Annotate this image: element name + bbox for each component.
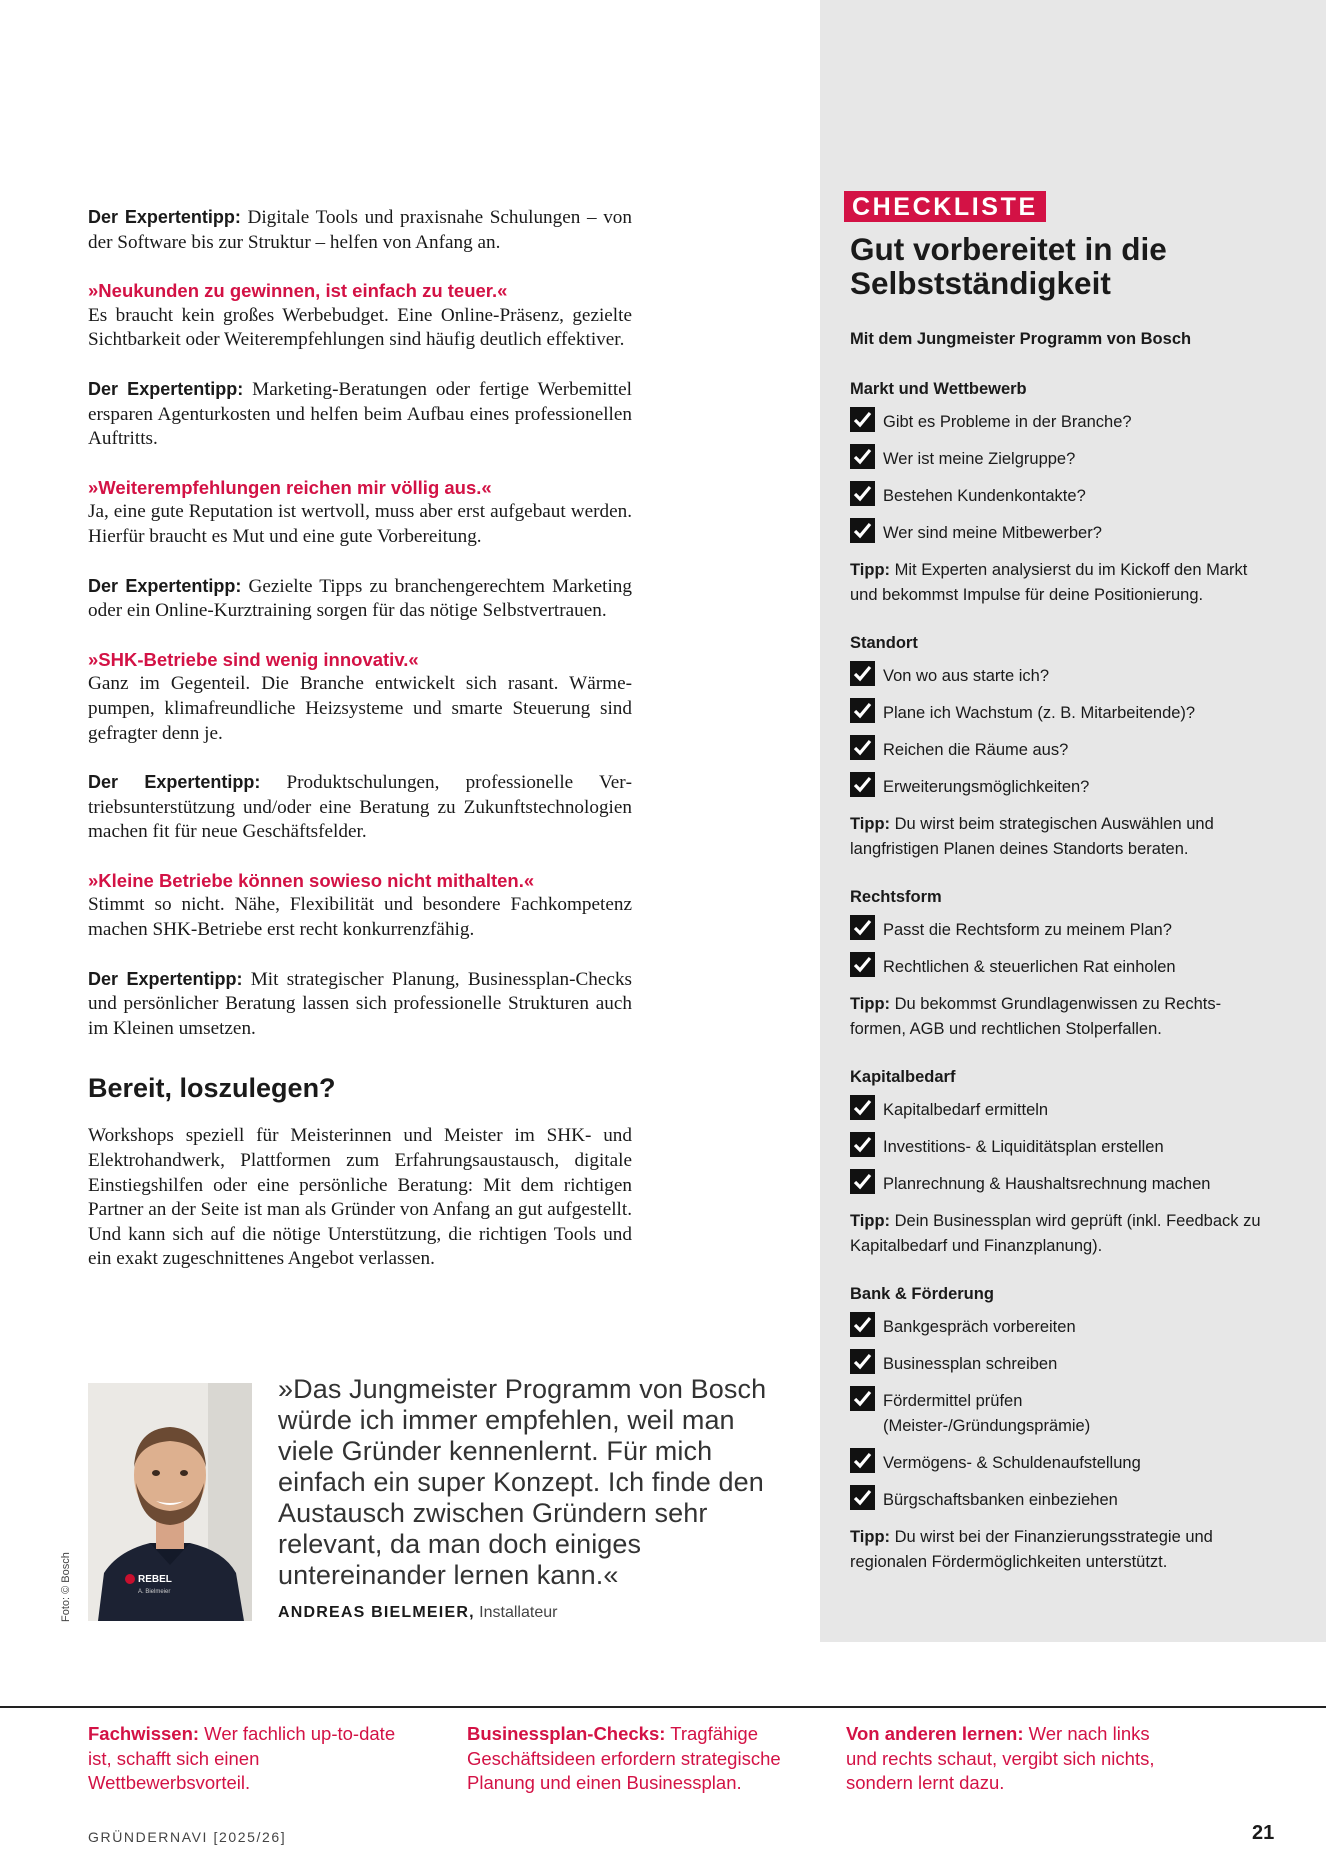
myth-paragraph xyxy=(88,279,632,353)
tip-label: Tipp: xyxy=(850,1212,891,1230)
footer-text: Tragfähige Geschäftsideen erfordern strategische Planung und einen Businessplan. xyxy=(467,1723,781,1793)
myth-text: Stimmt so nicht. Nähe, Flexibilität und besondere Fachkompetenz machen SHK-Betriebe erst recht konkurrenzfähig. xyxy=(88,894,632,941)
expert-tip-text: Mit strategischer Planung, Businessplan-Checks und persönlicher Beratung lassen sich professionelle Strukturen auch im Kleinen umsetzen. xyxy=(88,968,632,1039)
quote-author xyxy=(278,1604,557,1622)
checklist-item[interactable] xyxy=(850,484,1270,509)
section-title-kapitalbedarf: Kapitalbedarf xyxy=(850,1068,956,1086)
checkbox-checked-icon xyxy=(850,1312,875,1337)
checklist-item-label: Erweiterungsmöglichkeiten? xyxy=(883,778,1090,796)
expert-tip-paragraph xyxy=(88,574,632,624)
checklist-item[interactable] xyxy=(850,1172,1270,1197)
checklist-tip xyxy=(850,1525,1270,1575)
author-role: Installateur xyxy=(474,1604,558,1621)
checklist-item[interactable] xyxy=(850,738,1270,763)
myth-paragraph xyxy=(88,869,632,943)
checkbox-checked-icon xyxy=(850,698,875,723)
checklist-item-label: Planrechnung & Haushaltsrechnung machen xyxy=(883,1175,1211,1193)
portrait-photo xyxy=(88,1383,252,1621)
portrait-illustration xyxy=(88,1383,252,1621)
checklist-item[interactable] xyxy=(850,447,1270,472)
checkbox-checked-icon xyxy=(850,1095,875,1120)
footer-lead: Businessplan-Checks: xyxy=(467,1723,666,1744)
checklist-tip xyxy=(850,992,1270,1042)
tip-text: Du bekommst Grundlagenwissen zu Rechtsformen, AGB und rechtlichen Stolperfallen. xyxy=(850,995,1222,1038)
expert-tip-paragraph xyxy=(88,205,632,255)
myth-text: Ganz im Gegenteil. Die Branche entwickelt sich rasant. Wärmepumpen, klimafreundliche Heizsysteme und smarte Steuerung sind gefragter denn je. xyxy=(88,673,632,744)
checklist-item-label: Businessplan schreiben xyxy=(883,1355,1058,1373)
tip-label: Tipp: xyxy=(850,561,891,579)
checklist-title: Gut vorbereitet in die Selbstständigkeit xyxy=(850,231,1167,301)
checklist-item-label: Vermögens- & Schuldenaufstellung xyxy=(883,1454,1141,1472)
checkbox-checked-icon xyxy=(850,1485,875,1510)
tip-text: Mit Experten analysierst du im Kickoff den Markt und bekommst Impulse für deine Positionierung. xyxy=(850,561,1248,604)
checklist-item-label: Von wo aus starte ich? xyxy=(883,667,1050,685)
checklist-item-label: Fördermittel prüfen (Meister-/Gründungsprämie) xyxy=(883,1392,1091,1435)
section-text: Workshops speziell für Meisterinnen und Meister im SHK- und Elektrohandwerk, Plattformen zum Erfahrungsaustausch, digitale Einstiegshilfen oder eine persönliche Beratung: Mit dem richtigen Partner an der Seite ist man als Gründer von Anfang an gut aufgestellt. Und kann sich auf die nötige Unterstützung, die richtigen Tools und ein exakt zugeschnittenes Angebot verlassen. xyxy=(88,1125,632,1270)
expert-tip-text: Produktschulungen, professionelle Vertriebsunterstützung und/oder eine Beratung zu Zukunftstechnologien machen fit für neue Geschäftsfelder. xyxy=(88,772,632,843)
footer-column-businessplan xyxy=(467,1722,797,1796)
expert-tip-label: Der Expertentipp: xyxy=(88,772,261,793)
checkbox-checked-icon xyxy=(850,481,875,506)
footer-column-fachwissen xyxy=(88,1722,418,1796)
checklist-item[interactable] xyxy=(850,918,1270,943)
checkbox-checked-icon xyxy=(850,952,875,977)
checklist-item[interactable] xyxy=(850,1389,1183,1439)
section-heading: Bereit, loszulegen? xyxy=(88,1073,336,1104)
checklist-item-label: Rechtlichen & steuerlichen Rat einholen xyxy=(883,958,1176,976)
myth-text: Es braucht kein großes Werbebudget. Eine Online-Präsenz, gezielte Sichtbarkeit oder Weiterempfehlungen sind häufig deutlich effektiver. xyxy=(88,304,632,351)
checklist-item[interactable] xyxy=(850,1352,1270,1377)
checkbox-checked-icon xyxy=(850,915,875,940)
expert-tip-label: Der Expertentipp: xyxy=(88,378,244,399)
checklist-item-label: Investitions- & Liquiditätsplan erstellen xyxy=(883,1138,1164,1156)
checklist-tip xyxy=(850,558,1270,608)
checklist-item-label: Wer sind meine Mitbewerber? xyxy=(883,524,1102,542)
myth-text: Ja, eine gute Reputation ist wertvoll, muss aber erst aufgebaut werden. Hierfür braucht es Mut und eine gute Vorbereitung. xyxy=(88,501,632,547)
checkbox-checked-icon xyxy=(850,518,875,543)
myth-paragraph xyxy=(88,476,632,550)
checkbox-checked-icon xyxy=(850,1169,875,1194)
checklist-item-label: Wer ist meine Zielgruppe? xyxy=(883,450,1076,468)
expert-tip-paragraph xyxy=(88,377,632,452)
photo-credit: Foto: © Bosch xyxy=(60,1552,72,1622)
tip-text: Du wirst bei der Finanzierungsstrategie und regionalen Fördermöglichkeiten unterstützt. xyxy=(850,1528,1213,1571)
checklist-sections xyxy=(850,378,1270,1599)
checkbox-checked-icon xyxy=(850,661,875,686)
tip-text: Dein Businessplan wird geprüft (inkl. Feedback zu Kapitalbedarf und Finanzplanung). xyxy=(850,1212,1261,1255)
checkbox-checked-icon xyxy=(850,735,875,760)
checklist-item[interactable] xyxy=(850,410,1270,435)
expert-tip-text: Digitale Tools und praxisnahe Schulungen – von der Software bis zur Struktur – helfen von Anfang an. xyxy=(88,207,632,253)
tip-label: Tipp: xyxy=(850,995,891,1013)
footer-lead: Fachwissen: xyxy=(88,1723,200,1744)
checklist-item-label: Passt die Rechtsform zu meinem Plan? xyxy=(883,921,1172,939)
shirt-logo-sub: A. Bielmeier xyxy=(138,1589,171,1595)
article-column xyxy=(88,205,632,1296)
checklist-item-label: Bankgespräch vorbereiten xyxy=(883,1318,1076,1336)
footer-divider xyxy=(0,1706,1326,1708)
checklist-item[interactable] xyxy=(850,1451,1270,1476)
checkbox-checked-icon xyxy=(850,444,875,469)
checkbox-checked-icon xyxy=(850,1386,875,1411)
tip-label: Tipp: xyxy=(850,1528,891,1546)
testimonial-quote: »Das Jungmeister Programm von Bosch würde ich immer empfehlen, weil man viele Gründer kennenlernt. Für mich einfach ein super Konzept. Ich finde den Austausch zwischen Gründern sehr relevant, da man doch einiges untereinander lernen kann.« xyxy=(278,1374,767,1590)
checklist-item[interactable] xyxy=(850,1488,1270,1513)
checklist-item[interactable] xyxy=(850,1135,1270,1160)
expert-tip-paragraph xyxy=(88,967,632,1042)
expert-tip-label: Der Expertentipp: xyxy=(88,968,243,989)
footer-lead: Von anderen lernen: xyxy=(846,1723,1024,1744)
checklist-item-label: Bestehen Kundenkontakte? xyxy=(883,487,1086,505)
checkbox-checked-icon xyxy=(850,772,875,797)
expert-tip-label: Der Expertentipp: xyxy=(88,207,241,227)
checkbox-checked-icon xyxy=(850,1448,875,1473)
tip-text: Du wirst beim strategischen Auswählen und langfristigen Planen deines Standorts beraten. xyxy=(850,815,1214,858)
author-name: ANDREAS BIELMEIER, xyxy=(278,1604,475,1621)
checklist-item[interactable] xyxy=(850,664,1270,689)
checklist-item[interactable] xyxy=(850,1098,1270,1123)
myth-heading: »Neukunden zu gewinnen, ist einfach zu teuer.« xyxy=(88,280,508,302)
page-number: 21 xyxy=(1252,1822,1275,1844)
checklist-item[interactable] xyxy=(850,955,1270,980)
expert-tip-label: Der Expertentipp: xyxy=(88,575,242,596)
checklist-item[interactable] xyxy=(850,701,1270,726)
section-title-rechtsform: Rechtsform xyxy=(850,888,942,906)
myth-paragraph xyxy=(88,648,632,746)
section-title-standort: Standort xyxy=(850,634,918,652)
section-title-markt: Markt und Wettbewerb xyxy=(850,380,1027,398)
checklist-item-label: Reichen die Räume aus? xyxy=(883,741,1069,759)
expert-tip-paragraph xyxy=(88,770,632,845)
footer-text: Wer nach links und rechts schaut, vergibt sich nichts, sondern lernt dazu. xyxy=(846,1723,1155,1793)
myth-heading: »SHK-Betriebe sind wenig innovativ.« xyxy=(88,648,419,670)
section-title-bank: Bank & Förderung xyxy=(850,1285,994,1303)
expert-tip-text: Gezielte Tipps zu branchengerechtem Marketing oder ein Online-Kurztraining sorgen für das nötige Selbstvertrauen. xyxy=(88,575,632,622)
checklist-item-label: Plane ich Wachstum (z. B. Mitarbeitende)? xyxy=(883,704,1196,722)
shirt-logo: REBEL xyxy=(138,1574,172,1585)
tip-label: Tipp: xyxy=(850,815,891,833)
checklist-item[interactable] xyxy=(850,1315,1270,1340)
myth-heading: »Kleine Betriebe können sowieso nicht mithalten.« xyxy=(88,869,535,891)
magazine-name: GRÜNDERNAVI [2025/26] xyxy=(88,1829,287,1845)
checklist-badge: CHECKLISTE xyxy=(844,191,1046,222)
checklist-subtitle: Mit dem Jungmeister Programm von Bosch xyxy=(850,330,1192,348)
checklist-item-label: Bürgschaftsbanken einbeziehen xyxy=(883,1491,1118,1509)
expert-tip-text: Marketing-Beratungen oder fertige Werbemittel ersparen Agenturkosten und helfen beim Aufbau eines professionellen Auftritts. xyxy=(88,378,632,450)
footer-text: Wer fachlich up-to-date ist, schafft sich einen Wettbewerbsvorteil. xyxy=(88,1723,396,1793)
checklist-tip xyxy=(850,1209,1270,1259)
checklist-item-label: Kapitalbedarf ermitteln xyxy=(883,1101,1049,1119)
checklist-item[interactable] xyxy=(850,521,1270,546)
checkbox-checked-icon xyxy=(850,1349,875,1374)
checklist-item-label: Gibt es Probleme in der Branche? xyxy=(883,413,1132,431)
checkbox-checked-icon xyxy=(850,1132,875,1157)
footer-column-lernen xyxy=(846,1722,1176,1796)
checkbox-checked-icon xyxy=(850,407,875,432)
myth-heading: »Weiterempfehlungen reichen mir völlig aus.« xyxy=(88,476,492,498)
checklist-tip xyxy=(850,812,1270,862)
checklist-item[interactable] xyxy=(850,775,1270,800)
